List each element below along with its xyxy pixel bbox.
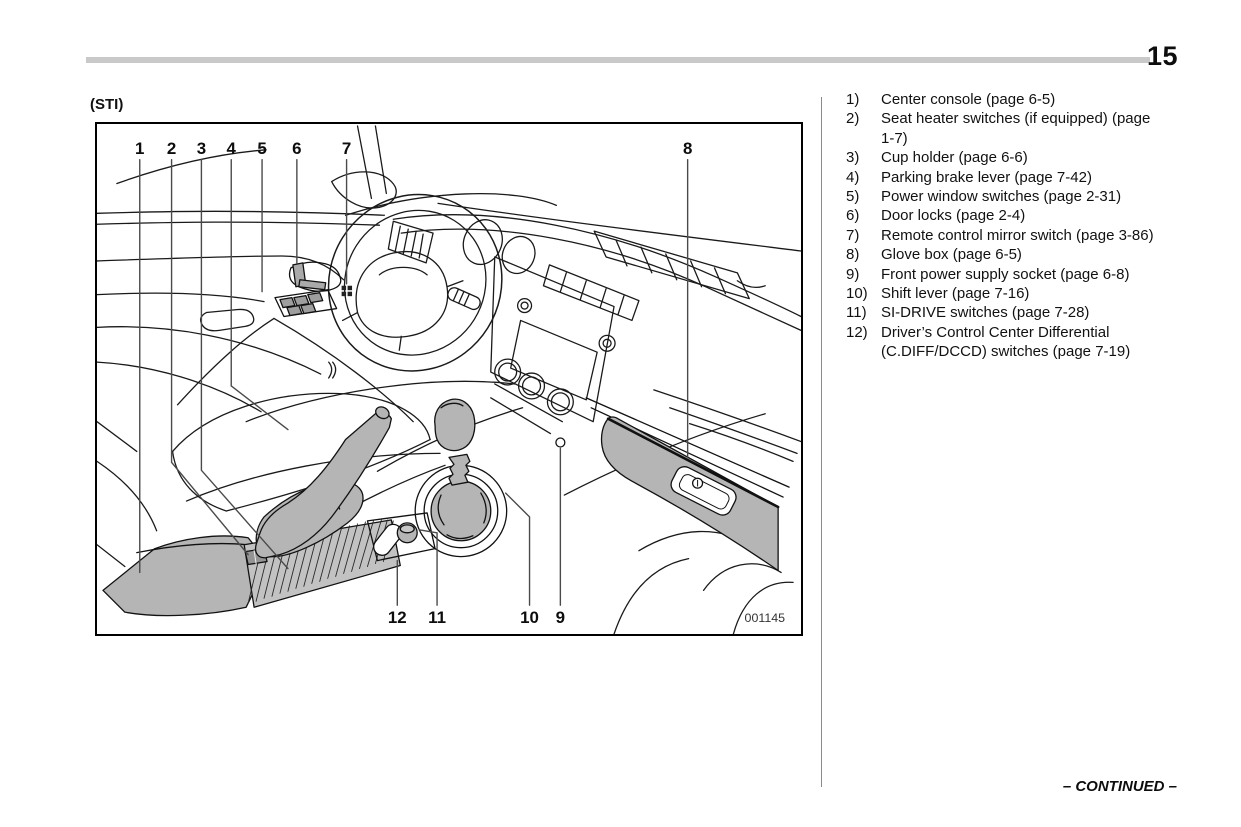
callout-5: 5 — [257, 138, 267, 158]
legend-item — [846, 206, 1178, 225]
legend-item-text: Parking brake lever (page 7-42) — [881, 168, 1092, 186]
legend-item-number: 5) — [846, 188, 860, 206]
page-number: 15 — [1147, 41, 1179, 71]
door-lock-knob — [290, 262, 341, 291]
legend-item-number: 11) — [846, 304, 867, 322]
legend-item-number: 6) — [846, 207, 860, 225]
legend-item-text: Door locks (page 2-4) — [881, 207, 1026, 225]
interior-diagram — [97, 124, 801, 634]
legend-item-text: Driver’s Control Center Differential (C.DIFF/DCCD) switches (page 7-19) — [881, 323, 1131, 361]
legend-item — [846, 245, 1178, 264]
legend-item-text: Power window switches (page 2-31) — [881, 188, 1122, 206]
callout-9: 9 — [555, 608, 566, 628]
mirror-switch — [342, 286, 352, 296]
callout-1: 1 — [135, 138, 145, 158]
legend-item — [846, 303, 1178, 322]
callout-3: 3 — [196, 138, 207, 158]
legend-item-text: Cup holder (page 6-6) — [881, 149, 1028, 167]
legend-item — [846, 265, 1178, 284]
legend-item — [846, 187, 1178, 206]
legend-item-number: 9) — [846, 265, 860, 283]
legend-item — [846, 323, 1178, 362]
callout-7: 7 — [341, 138, 352, 158]
legend-item — [846, 284, 1178, 303]
legend-item — [846, 168, 1178, 187]
center-air-vent — [543, 265, 638, 321]
figure-code: 001145 — [744, 611, 786, 626]
legend-item-number: 2) — [846, 110, 860, 128]
callout-10: 10 — [520, 608, 539, 628]
legend-list — [846, 90, 1178, 362]
variant-label: (STI) — [90, 96, 124, 113]
legend-item — [846, 90, 1178, 109]
column-divider — [821, 97, 822, 787]
header-rule — [86, 57, 1150, 63]
interior-figure — [95, 122, 803, 636]
power-supply-socket — [556, 438, 565, 447]
legend-item — [846, 148, 1178, 167]
legend-item-text: Remote control mirror switch (page 3-86) — [881, 226, 1154, 244]
legend-item-text: Center console (page 6-5) — [881, 91, 1056, 108]
legend-item-text: Seat heater switches (if equipped) (page 1-7) — [881, 110, 1151, 147]
legend-item-text: Glove box (page 6-5) — [881, 246, 1022, 264]
turn-signal-stalk — [446, 286, 482, 312]
callout-8: 8 — [682, 138, 693, 158]
legend-item-number: 7) — [846, 226, 860, 244]
legend-item — [846, 226, 1178, 245]
legend-item-number: 3) — [846, 149, 860, 167]
legend-item-text: Shift lever (page 7-16) — [881, 285, 1030, 303]
legend-item — [846, 109, 1178, 148]
callout-11: 11 — [428, 608, 446, 628]
continued-label: – CONTINUED – — [1062, 778, 1177, 795]
callout-6: 6 — [292, 138, 302, 158]
highlighted-parts — [103, 262, 789, 615]
a-pillar-windshield — [117, 126, 801, 251]
callout-12: 12 — [387, 608, 407, 628]
legend-item-text: Front power supply socket (page 6-8) — [881, 265, 1130, 283]
legend-item-number: 12) — [846, 323, 868, 341]
legend-item-number: 10) — [846, 285, 868, 303]
legend-item-number: 1) — [846, 91, 860, 108]
legend-item-number: 4) — [846, 168, 860, 186]
shift-lever — [415, 399, 506, 556]
callout-2: 2 — [166, 138, 177, 158]
callout-4: 4 — [226, 138, 236, 158]
instrument-cluster — [457, 214, 541, 279]
legend-item-number: 8) — [846, 246, 860, 264]
legend-item-text: SI-DRIVE switches (page 7-28) — [881, 304, 1090, 322]
power-window-switches — [275, 290, 337, 317]
